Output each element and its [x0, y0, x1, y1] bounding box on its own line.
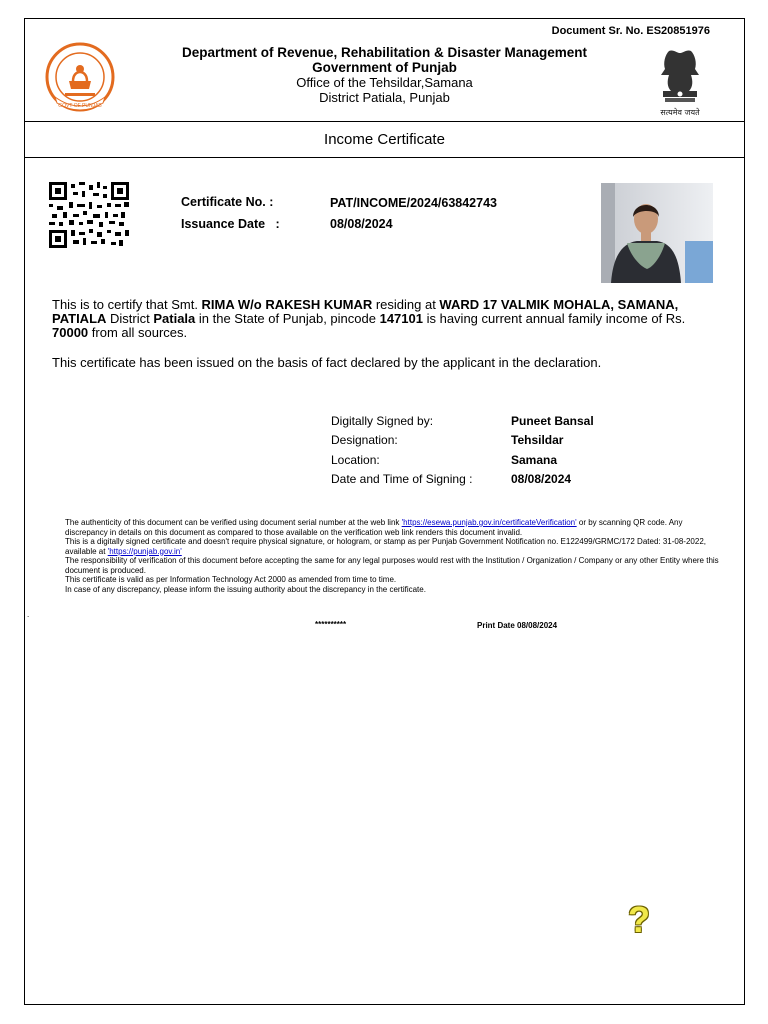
footer-digital-signature-note: This is a digitally signed certificate and doesn't require physical signature, or hologram, or stamp as per Punjab Government Notification no. E122499/GRMC/172 Dated: 31-08-2022, available at 'https://punjab.gov.in'	[65, 537, 706, 556]
signing-datetime-value: 08/08/2024	[511, 472, 572, 486]
punjab-gov-link[interactable]: 'https://punjab.gov.in'	[107, 546, 182, 556]
footer-notes	[65, 518, 725, 594]
certificate-number-label: Certificate No. :	[181, 195, 274, 209]
designation-value: Tehsildar	[511, 433, 564, 447]
footer-verification-note: The authenticity of this document can be verified using document serial number at the web link 'https://esewa.punjab.gov.in/certificateVerification' or by scanning QR code. Any discrepancy in details on this document as compared to those available on the verification web link renders this document invalid.	[65, 518, 683, 537]
certificate-header	[25, 19, 744, 122]
applicant-address: WARD 17 VALMIK MOHALA, SAMANA, PATIALA	[52, 297, 679, 326]
applicant-name: RIMA W/o RAKESH KUMAR	[201, 297, 373, 312]
applicant-photo	[601, 183, 713, 283]
district-name: District Patiala, Punjab	[319, 90, 450, 105]
certificate-title: Income Certificate	[324, 131, 445, 148]
applicant-district: Patiala	[153, 311, 196, 326]
designation-label: Designation:	[331, 433, 398, 447]
office-name: Office of the Tehsildar,Samana	[296, 75, 473, 90]
statement-text: District	[106, 311, 154, 326]
applicant-pincode: 147101	[379, 311, 423, 326]
certificate-number-value: PAT/INCOME/2024/63842743	[330, 196, 497, 210]
government-name: Government of Punjab	[312, 60, 457, 75]
department-name: Department of Revenue, Rehabilitation & Disaster Management	[181, 45, 588, 60]
statement-text: in the State of Punjab, pincode	[195, 311, 380, 326]
signed-by-label: Digitally Signed by:	[331, 414, 434, 428]
location-value: Samana	[511, 453, 558, 467]
signed-by-value: Puneet Bansal	[511, 414, 594, 428]
annual-income: 70000	[52, 325, 89, 340]
title-bar	[25, 121, 744, 158]
footer-validity-note: This certificate is valid as per Information Technology Act 2000 as amended from time to time.	[65, 575, 397, 584]
statement-text: is having current annual family income of Rs.	[422, 311, 686, 326]
print-date: Print Date 08/08/2024	[477, 621, 558, 630]
emblem-motto: सत्यमेव जयते	[660, 108, 700, 117]
help-question-icon[interactable]: ?	[628, 899, 650, 940]
location-label: Location:	[331, 453, 380, 467]
end-marker: **********	[315, 620, 347, 629]
seal-text: GOVT OF PUNJAB	[58, 103, 102, 109]
stray-dot: .	[27, 610, 30, 619]
certificate-page	[24, 18, 745, 1005]
statement-text: This is to certify that Smt.	[52, 297, 202, 312]
verification-link[interactable]: 'https://esewa.punjab.gov.in/certificateVerification'	[401, 518, 577, 527]
basis-statement: This certificate has been issued on the basis of fact declared by the applicant in the declaration.	[52, 355, 602, 370]
qr-code-icon[interactable]	[49, 182, 129, 248]
footer-responsibility-note: The responsibility of verification of this document before accepting the same for any legal purposes would rest with the Institution / Organization / Company or any other Entity where this document is produced.	[65, 556, 719, 575]
signing-datetime-label: Date and Time of Signing :	[331, 472, 473, 486]
certification-statement	[52, 298, 722, 340]
footer-discrepancy-note: In case of any discrepancy, please inform the issuing authority about the discrepancy in the certificate.	[65, 584, 426, 594]
issuance-date-value: 08/08/2024	[330, 217, 393, 231]
document-serial-number: Document Sr. No. ES20851976	[551, 25, 710, 37]
national-emblem-icon	[639, 41, 721, 121]
statement-text: residing at	[372, 297, 440, 312]
statement-text: from all sources.	[88, 325, 188, 340]
issuance-date-label: Issuance Date :	[181, 217, 280, 231]
